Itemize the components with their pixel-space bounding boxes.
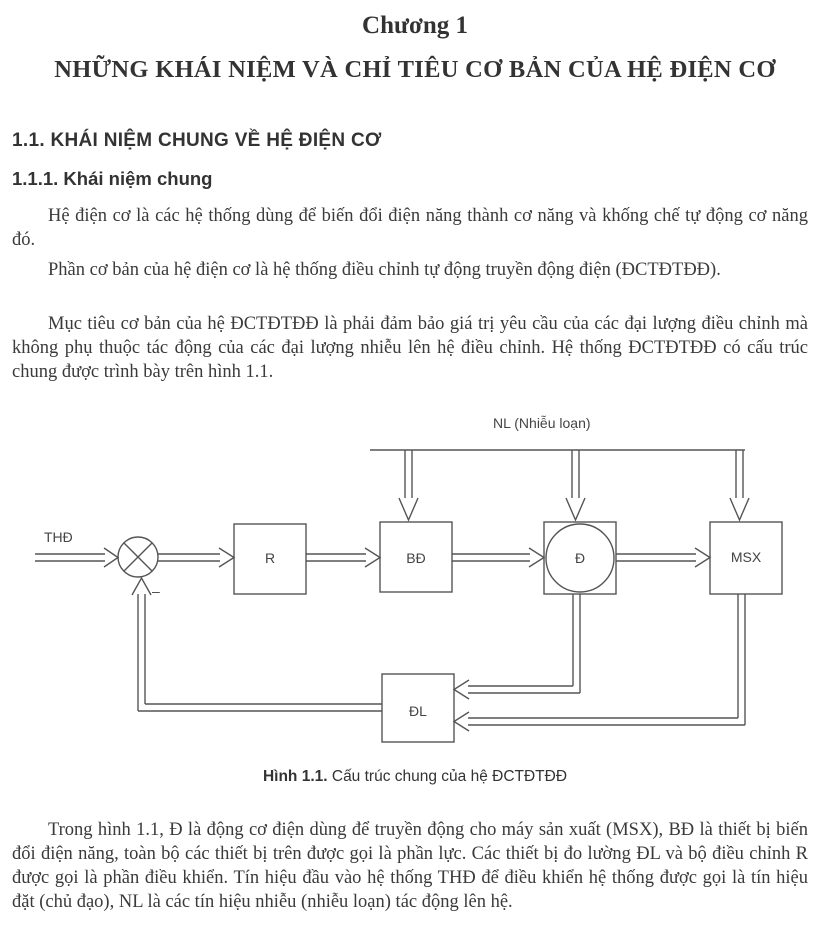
arrow-d-to-msx	[616, 548, 710, 567]
block-d-label: Đ	[574, 550, 586, 566]
noise-arrow-d	[566, 450, 585, 520]
noise-label: NL (Nhiễu loạn)	[493, 415, 591, 431]
figure-caption-text: Cấu trúc chung của hệ ĐCTĐTĐĐ	[327, 768, 568, 785]
summing-junction	[118, 537, 158, 577]
chapter-number: Chương 1	[362, 12, 468, 39]
paragraph-figure-explanation: Trong hình 1.1, Đ là động cơ điện dùng để truyền động cho máy sản xuất (MSX), BĐ là thiết bị biến đổi điện năng, toàn bộ các thiết bị trên được gọi là phần lực. Các thiết bị đo lường ĐL và bộ điều chỉnh R được gọi là phần điều khiển. Tín hiệu đầu vào hệ thống THĐ để điều khiển hệ thống được gọi là tín hiệu đặt (chủ đạo), NL là các tín hiệu nhiễu (nhiễu loạn) tác động lên hệ.	[12, 820, 808, 912]
feedback-d-to-dl	[454, 594, 580, 699]
subsection-heading: 1.1.1. Khái niệm chung	[12, 168, 213, 189]
block-bd-label: BĐ	[406, 550, 426, 566]
block-msx-label: MSX	[730, 549, 762, 565]
feedback-dl-to-sum	[132, 578, 382, 711]
noise-arrow-msx	[730, 450, 749, 520]
paragraph-core-part: Phần cơ bản của hệ điện cơ là hệ thống điều chỉnh tự động truyền động điện (ĐCTĐTĐĐ).	[48, 260, 721, 280]
figure-caption	[0, 768, 830, 786]
noise-arrow-bd	[399, 450, 418, 520]
section-heading: 1.1. KHÁI NIỆM CHUNG VỀ HỆ ĐIỆN CƠ	[12, 130, 382, 151]
arrow-bd-to-d	[452, 548, 544, 567]
figure-caption-number: Hình 1.1.	[262, 768, 328, 785]
block-r-label: R	[264, 550, 276, 566]
block-diagram	[0, 400, 830, 760]
feedback-msx-to-dl	[454, 594, 745, 731]
paragraph-objective: Mục tiêu cơ bản của hệ ĐCTĐTĐĐ là phải đảm bảo giá trị yêu cầu của các đại lượng điều chỉnh mà không phụ thuộc tác động của các đại lượng nhiễu lên hệ điều chỉnh. Hệ thống ĐCTĐTĐĐ có cấu trúc chung được trình bày trên hình 1.1.	[12, 314, 808, 382]
input-arrow	[35, 548, 118, 567]
block-dl-label: ĐL	[409, 703, 427, 719]
chapter-title: NHỮNG KHÁI NIỆM VÀ CHỈ TIÊU CƠ BẢN CỦA HỆ ĐIỆN CƠ	[54, 56, 776, 83]
paragraph-definition: Hệ điện cơ là các hệ thống dùng để biến đổi điện năng thành cơ năng và khống chế tự động cơ năng đó.	[12, 206, 808, 250]
arrow-r-to-bd	[306, 548, 380, 567]
arrow-sum-to-r	[158, 548, 234, 567]
minus-sign: –	[152, 583, 160, 599]
input-label: THĐ	[44, 529, 73, 545]
